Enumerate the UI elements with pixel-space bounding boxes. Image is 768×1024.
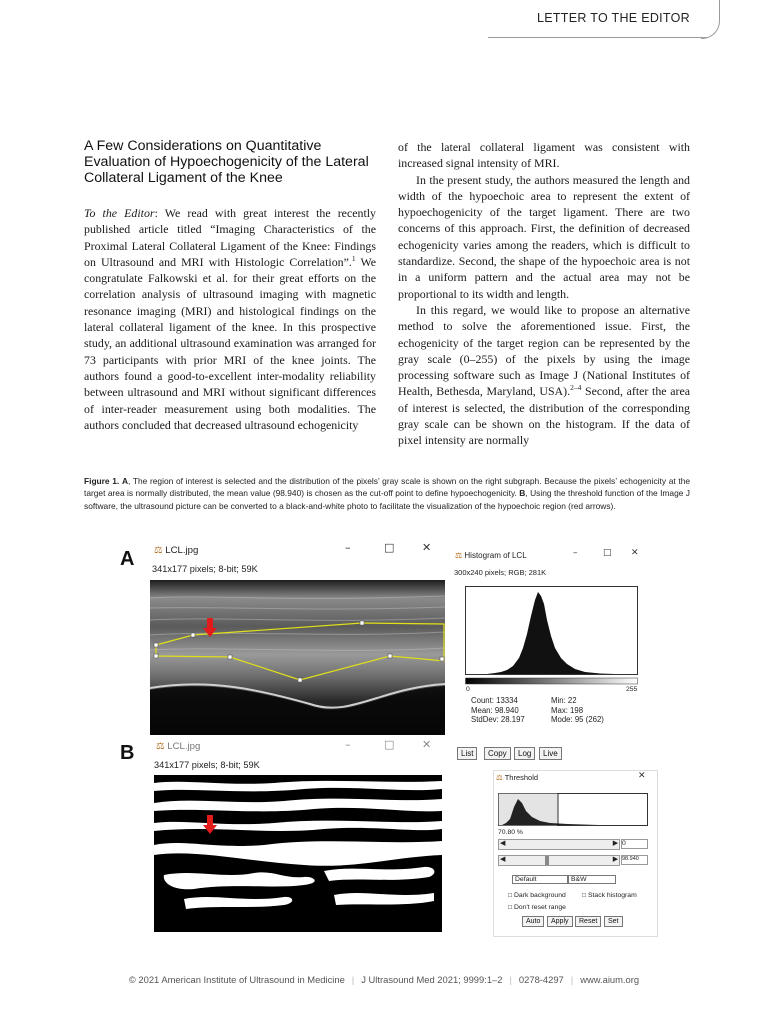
histogram-stats-left bbox=[471, 696, 525, 725]
minimize-icon[interactable]: – bbox=[573, 548, 578, 558]
image-info: 341x177 pixels; 8-bit; 59K bbox=[152, 564, 258, 574]
website-link[interactable]: www.aium.org bbox=[580, 974, 640, 985]
close-icon[interactable]: ✕ bbox=[422, 541, 432, 554]
section-label: LETTER TO THE EDITOR bbox=[536, 11, 690, 25]
window-title: ⚖ Threshold bbox=[496, 773, 539, 782]
chevron-right-icon[interactable]: ▶ bbox=[612, 856, 618, 863]
lower-threshold-value[interactable]: 0 bbox=[621, 839, 648, 849]
auto-button[interactable]: Auto bbox=[522, 916, 544, 927]
histogram-stats-right bbox=[551, 696, 604, 725]
reference-mark[interactable]: 2–4 bbox=[570, 383, 582, 393]
stat-mode: Mode: 95 (262) bbox=[551, 715, 604, 724]
stat-mean: Mean: 98.940 bbox=[471, 705, 519, 715]
window-title: ⚖ Histogram of LCL bbox=[455, 551, 527, 560]
paragraph: In the present study, the authors measured the length and width of the hypoechoic area to represent the extent of hypoechogenicity of the target ligament. There are two concerns of this approach. First, the definition of decreased echogenicity varies among the readers, which is difficult to standardize. Second, the shape of the hypoechoic area is not in a uniform pattern and the actual area may not be proportional to its width and length. bbox=[398, 172, 690, 301]
caption-text-b: , Using the threshold function of the Image J software, the ultrasound picture can be converted to a black-and-white photo to facilitate the visualization of the hypoechoic region (red arrows). bbox=[84, 488, 690, 511]
histogram-axis-max: 255 bbox=[626, 686, 638, 693]
chevron-right-icon[interactable]: ▶ bbox=[612, 840, 618, 847]
footer-separator: | bbox=[351, 974, 355, 985]
figure-1 bbox=[120, 540, 660, 935]
histogram-window bbox=[453, 548, 653, 735]
paragraph-text: Second, after the area of interest is selected, the distribution of the corresponding gray scale can be shown on the histogram. If the data of pixel intensity are normally bbox=[398, 384, 690, 448]
minimize-icon[interactable]: – bbox=[345, 738, 351, 751]
imagej-icon: ⚖ bbox=[156, 741, 165, 752]
panel-a-letter: A bbox=[120, 548, 135, 570]
stack-histogram-checkbox[interactable]: □ Stack histogram bbox=[582, 892, 637, 899]
caption-text-a: , The region of interest is selected and the distribution of the pixels’ gray scale is shown on the right subgraph. Because the pixels’ echogenicity at the target area is normally distributed, the mean value (98.940) is chosen as the cut-off point to define hypoechogenicity. bbox=[84, 476, 691, 499]
set-button[interactable]: Set bbox=[604, 916, 623, 927]
log-button[interactable]: Log bbox=[514, 747, 535, 760]
figure-caption bbox=[84, 475, 690, 512]
dark-background-checkbox[interactable]: □ Dark background bbox=[508, 892, 566, 899]
paragraph bbox=[398, 302, 690, 449]
copyright: © 2021 American Institute of Ultrasound in Medicine bbox=[128, 974, 345, 985]
imagej-icon: ⚖ bbox=[154, 545, 163, 556]
article-title: A Few Considerations on Quantitative Evaluation of Hypoechogenicity of the Lateral Collateral Ligament of the Knee bbox=[84, 138, 369, 186]
method-select[interactable]: Default bbox=[512, 875, 568, 884]
window-title: ⚖ LCL.jpg bbox=[154, 545, 199, 556]
issn: 0278-4297 bbox=[518, 974, 564, 985]
header-rule bbox=[488, 37, 708, 38]
footer-separator: | bbox=[509, 974, 512, 985]
stat-stddev: StdDev: 28.197 bbox=[471, 715, 525, 724]
window-title: ⚖ LCL.jpg bbox=[156, 741, 201, 752]
paragraph-text: We congratulate Falkowski et al. for their great efforts on the correlation analysis of ultrasound imaging with magnetic resonance imaging (MRI) and histological findings on the lateral collateral ligament of the knee. In this prospective study, an additional ultrasound examination was arranged for 73 participants with prior MRI of the knee joints. The authors found a good-to-excellent inter-modality reliability between ultrasound and MRI without significant differences of inter-reader measurement using both modalities. The authors concluded that decreased ultrasound echogenicity bbox=[84, 254, 376, 432]
list-button[interactable]: List bbox=[457, 747, 477, 760]
figure-label: Figure 1. bbox=[84, 476, 120, 486]
close-icon[interactable]: ✕ bbox=[422, 738, 432, 751]
live-button[interactable]: Live bbox=[539, 747, 562, 760]
stat-count: Count: 13334 bbox=[471, 696, 518, 705]
chevron-left-icon[interactable]: ◀ bbox=[500, 840, 506, 847]
threshold-percent: 70.80 % bbox=[498, 829, 523, 836]
threshold-window bbox=[493, 770, 658, 937]
paragraph: of the lateral collateral ligament was consistent with increased signal intensity of MRI. bbox=[398, 140, 690, 171]
imagej-icon: ⚖ bbox=[496, 773, 503, 782]
lead-italic: To the Editor bbox=[84, 206, 155, 220]
reset-button[interactable]: Reset bbox=[575, 916, 601, 927]
slider-thumb[interactable] bbox=[545, 856, 549, 865]
image-window-b bbox=[150, 738, 445, 935]
chevron-left-icon[interactable]: ◀ bbox=[500, 856, 506, 863]
maximize-icon[interactable]: □ bbox=[384, 738, 395, 751]
paragraph-text: In this regard, we would like to propose an alternative method to solve the aforementioned issue. First, the echogenicity of the target region can be represented by the gray scale (0–255) of the pixels by using the image processing software such as Image J (National Institutes of Health, Bethesda, Maryland, USA). bbox=[398, 302, 690, 399]
image-window-a bbox=[150, 540, 445, 735]
page-footer bbox=[0, 974, 768, 985]
ultrasound-image[interactable] bbox=[150, 580, 445, 735]
display-mode-select[interactable]: B&W bbox=[568, 875, 616, 884]
lower-threshold-slider[interactable] bbox=[498, 839, 620, 850]
stat-max: Max: 198 bbox=[551, 705, 584, 715]
copy-button[interactable]: Copy bbox=[484, 747, 511, 760]
maximize-icon[interactable]: □ bbox=[603, 548, 612, 558]
body-column-left bbox=[84, 205, 376, 433]
close-icon[interactable]: ✕ bbox=[631, 548, 639, 558]
maximize-icon[interactable]: □ bbox=[384, 541, 395, 554]
panel-b-letter: B bbox=[120, 742, 135, 764]
journal-citation: J Ultrasound Med 2021; 9999:1–2 bbox=[361, 974, 503, 985]
caption-panel-b: B bbox=[519, 488, 526, 499]
histogram-info: 300x240 pixels; RGB; 281K bbox=[454, 568, 547, 577]
caption-panel-a: A bbox=[121, 476, 129, 486]
reference-mark[interactable]: 1 bbox=[351, 253, 356, 263]
threshold-image[interactable] bbox=[154, 775, 442, 932]
upper-threshold-slider[interactable] bbox=[498, 855, 620, 866]
close-icon[interactable]: ✕ bbox=[638, 771, 646, 781]
paragraph bbox=[84, 205, 376, 433]
stat-min: Min: 22 bbox=[551, 696, 577, 705]
minimize-icon[interactable]: – bbox=[345, 541, 351, 554]
histogram-axis-min: 0 bbox=[466, 686, 470, 693]
upper-threshold-value[interactable]: 98.940 bbox=[621, 855, 648, 865]
image-info: 341x177 pixels; 8-bit; 59K bbox=[154, 760, 260, 770]
header-curve bbox=[701, 0, 720, 39]
histogram-chart[interactable] bbox=[465, 586, 645, 696]
apply-button[interactable]: Apply bbox=[547, 916, 573, 927]
paragraph-text: : We read with great interest the recently published article titled “Imaging Characteristics of the Proximal Lateral Collateral Ligament of the Knee: Findings on Ultrasound and MRI with Histologic Correlation”. bbox=[84, 206, 377, 269]
threshold-histogram[interactable] bbox=[498, 793, 648, 827]
imagej-icon: ⚖ bbox=[455, 551, 463, 560]
footer-separator: | bbox=[570, 974, 574, 985]
dont-reset-range-checkbox[interactable]: □ Don't reset range bbox=[508, 904, 566, 911]
body-column-right bbox=[398, 139, 690, 449]
